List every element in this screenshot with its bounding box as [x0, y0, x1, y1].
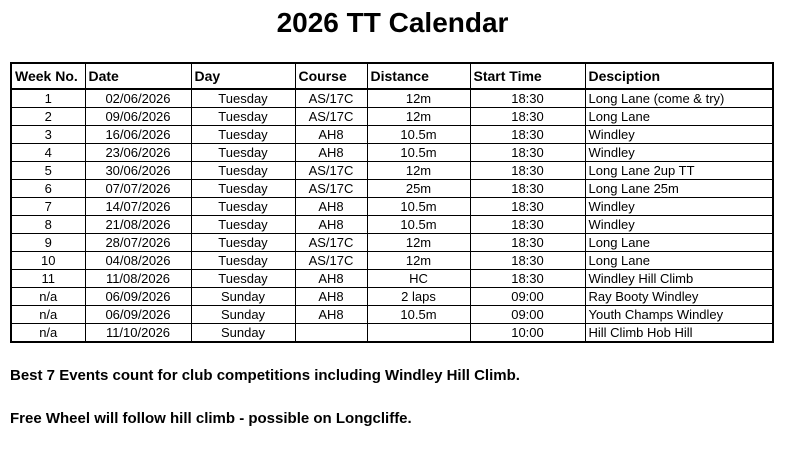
table-cell: Windley	[585, 216, 773, 234]
calendar-table-body	[11, 89, 773, 342]
table-cell: 18:30	[470, 252, 585, 270]
table-cell: 18:30	[470, 144, 585, 162]
column-header: Desciption	[585, 63, 773, 89]
table-cell: 18:30	[470, 198, 585, 216]
table-cell: 18:30	[470, 126, 585, 144]
table-cell: 10.5m	[367, 216, 470, 234]
table-cell: 18:30	[470, 162, 585, 180]
table-cell: Long Lane	[585, 234, 773, 252]
table-cell: Tuesday	[191, 270, 295, 288]
table-row	[11, 108, 773, 126]
table-cell: Tuesday	[191, 180, 295, 198]
table-cell: 06/09/2026	[85, 306, 191, 324]
table-cell: Youth Champs Windley	[585, 306, 773, 324]
table-cell: Windley Hill Climb	[585, 270, 773, 288]
table-cell: Tuesday	[191, 144, 295, 162]
table-cell: Tuesday	[191, 216, 295, 234]
table-cell: 14/07/2026	[85, 198, 191, 216]
column-header: Day	[191, 63, 295, 89]
table-cell: Sunday	[191, 288, 295, 306]
table-cell: 18:30	[470, 270, 585, 288]
table-cell: 3	[11, 126, 85, 144]
table-cell	[295, 324, 367, 343]
table-cell: Windley	[585, 144, 773, 162]
table-cell: n/a	[11, 324, 85, 343]
table-cell: 07/07/2026	[85, 180, 191, 198]
table-cell: n/a	[11, 288, 85, 306]
table-cell: 18:30	[470, 234, 585, 252]
table-cell: 10.5m	[367, 306, 470, 324]
table-cell: 11/08/2026	[85, 270, 191, 288]
table-row	[11, 288, 773, 306]
column-header: Course	[295, 63, 367, 89]
table-cell: 2	[11, 108, 85, 126]
table-cell: 16/06/2026	[85, 126, 191, 144]
table-cell: Tuesday	[191, 126, 295, 144]
table-row	[11, 180, 773, 198]
note-best-events: Best 7 Events count for club competitions including Windley Hill Climb.	[10, 367, 520, 384]
table-cell: 21/08/2026	[85, 216, 191, 234]
note-free-wheel: Free Wheel will follow hill climb - possible on Longcliffe.	[10, 410, 412, 427]
table-cell: 18:30	[470, 216, 585, 234]
table-cell: 12m	[367, 162, 470, 180]
table-cell: AS/17C	[295, 180, 367, 198]
table-cell: AS/17C	[295, 108, 367, 126]
table-cell: 11/10/2026	[85, 324, 191, 343]
table-cell: AS/17C	[295, 89, 367, 108]
header-row	[11, 63, 773, 89]
table-cell: 7	[11, 198, 85, 216]
table-cell: Long Lane (come & try)	[585, 89, 773, 108]
table-cell: Ray Booty Windley	[585, 288, 773, 306]
column-header: Distance	[367, 63, 470, 89]
table-row	[11, 306, 773, 324]
table-cell: 6	[11, 180, 85, 198]
table-row	[11, 198, 773, 216]
table-cell: 18:30	[470, 180, 585, 198]
table-cell: 12m	[367, 234, 470, 252]
table-cell: 04/08/2026	[85, 252, 191, 270]
table-cell: 12m	[367, 252, 470, 270]
table-cell: Long Lane	[585, 108, 773, 126]
table-cell: 09:00	[470, 288, 585, 306]
table-cell: 10.5m	[367, 144, 470, 162]
table-cell: Long Lane 25m	[585, 180, 773, 198]
table-cell: AH8	[295, 306, 367, 324]
table-cell	[367, 324, 470, 343]
calendar-table-head	[11, 63, 773, 89]
table-row	[11, 324, 773, 343]
table-cell: Long Lane	[585, 252, 773, 270]
table-row	[11, 126, 773, 144]
table-cell: 06/09/2026	[85, 288, 191, 306]
table-cell: 30/06/2026	[85, 162, 191, 180]
table-row	[11, 270, 773, 288]
notes-section	[10, 367, 785, 427]
table-cell: 02/06/2026	[85, 89, 191, 108]
table-cell: 10.5m	[367, 126, 470, 144]
table-cell: Windley	[585, 126, 773, 144]
table-cell: 28/07/2026	[85, 234, 191, 252]
table-cell: 09/06/2026	[85, 108, 191, 126]
table-row	[11, 144, 773, 162]
table-cell: 8	[11, 216, 85, 234]
table-cell: Windley	[585, 198, 773, 216]
table-cell: Sunday	[191, 324, 295, 343]
table-cell: Tuesday	[191, 108, 295, 126]
table-cell: AH8	[295, 198, 367, 216]
table-cell: AH8	[295, 270, 367, 288]
table-row	[11, 162, 773, 180]
table-cell: AH8	[295, 288, 367, 306]
table-cell: 11	[11, 270, 85, 288]
table-row	[11, 89, 773, 108]
table-cell: 12m	[367, 108, 470, 126]
table-cell: 5	[11, 162, 85, 180]
table-cell: 10:00	[470, 324, 585, 343]
table-cell: 25m	[367, 180, 470, 198]
table-cell: HC	[367, 270, 470, 288]
column-header: Week No.	[11, 63, 85, 89]
table-cell: AH8	[295, 216, 367, 234]
table-cell: Tuesday	[191, 198, 295, 216]
table-cell: 10.5m	[367, 198, 470, 216]
column-header: Start Time	[470, 63, 585, 89]
table-cell: AS/17C	[295, 252, 367, 270]
page-title: 2026 TT Calendar	[276, 7, 509, 38]
column-header: Date	[85, 63, 191, 89]
table-cell: 18:30	[470, 108, 585, 126]
table-cell: 09:00	[470, 306, 585, 324]
table-cell: AS/17C	[295, 234, 367, 252]
table-cell: 10	[11, 252, 85, 270]
table-row	[11, 216, 773, 234]
table-cell: Tuesday	[191, 89, 295, 108]
table-cell: Tuesday	[191, 252, 295, 270]
table-row	[11, 234, 773, 252]
table-row	[11, 252, 773, 270]
table-cell: Long Lane 2up TT	[585, 162, 773, 180]
table-cell: Tuesday	[191, 162, 295, 180]
table-cell: AS/17C	[295, 162, 367, 180]
table-cell: 23/06/2026	[85, 144, 191, 162]
table-cell: Hill Climb Hob Hill	[585, 324, 773, 343]
calendar-table	[10, 62, 774, 343]
table-cell: 18:30	[470, 89, 585, 108]
table-cell: 9	[11, 234, 85, 252]
table-cell: n/a	[11, 306, 85, 324]
table-cell: 12m	[367, 89, 470, 108]
table-cell: 2 laps	[367, 288, 470, 306]
table-cell: 1	[11, 89, 85, 108]
table-cell: Tuesday	[191, 234, 295, 252]
table-cell: AH8	[295, 126, 367, 144]
table-cell: AH8	[295, 144, 367, 162]
table-cell: Sunday	[191, 306, 295, 324]
table-cell: 4	[11, 144, 85, 162]
